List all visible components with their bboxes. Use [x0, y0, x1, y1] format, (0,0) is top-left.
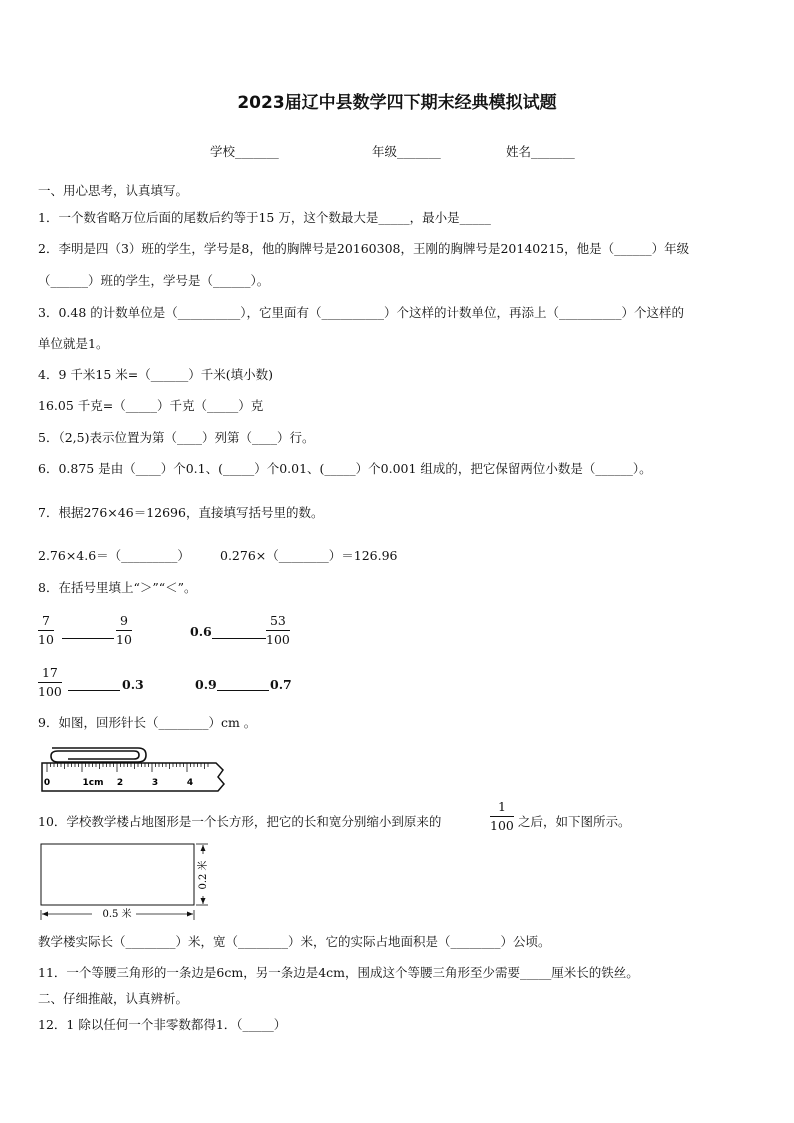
question-2-line-2: （______）班的学生，学号是（______）。 — [38, 273, 270, 288]
fraction-denominator: 10 — [38, 631, 54, 647]
ruler-body — [42, 763, 224, 791]
fraction-7-10 — [38, 615, 54, 646]
fraction-numerator: 1 — [490, 801, 514, 817]
width-label: 0.5 米 — [102, 909, 132, 920]
question-7: 7．根据276×46＝12696，直接填写括号里的数。 — [38, 505, 324, 520]
ruler-label: 4 — [186, 778, 194, 788]
ruler-label: 3 — [151, 778, 159, 788]
question-10-intro: 10．学校教学楼占地图形是一个长方形，把它的长和宽分别缩小到原来的 — [38, 814, 442, 829]
name-field: 姓名_______ — [506, 144, 575, 159]
fraction-numerator: 9 — [116, 615, 132, 631]
ruler-label: 2 — [116, 778, 124, 788]
question-3-line-1: 3．0.48 的计数单位是（__________），它里面有（__________）个这样的计数单位，再添上（__________）个这样的 — [38, 305, 685, 320]
question-7-part-a: 2.76×4.6＝（_________） — [38, 548, 190, 563]
question-11: 11．一个等腰三角形的一条边是6cm，另一条边是4cm，围成这个等腰三角形至少需要_____厘米长的铁丝。 — [38, 965, 639, 980]
section-1-heading: 一、用心思考，认真填写。 — [38, 183, 189, 198]
question-6: 6．0.875 是由（____）个0.1、(_____）个0.01、(_____）个0.001 组成的，把它保留两位小数是（______）。 — [38, 461, 652, 476]
ruler-label: 1cm — [82, 778, 104, 788]
arrow-right-icon — [187, 912, 193, 917]
rectangle-figure — [38, 840, 218, 922]
paper-clip-icon — [51, 748, 146, 762]
compare-blank-4[interactable] — [217, 678, 269, 691]
page-title: 2023届辽中县数学四下期末经典模拟试题 — [237, 93, 557, 113]
grade-field: 年级_______ — [372, 144, 441, 159]
question-8: 8．在括号里填上“＞”“＜”。 — [38, 580, 197, 595]
question-10-intro-end: 之后，如下图所示。 — [518, 814, 631, 829]
compare-blank-1[interactable] — [62, 626, 114, 639]
question-7-part-b: 0.276×（________）＝126.96 — [220, 548, 398, 563]
compare-left-value: 0.6 — [190, 624, 212, 639]
question-3-line-2: 单位就是1。 — [38, 336, 109, 351]
ruler-label: 0 — [43, 778, 51, 788]
fraction-denominator: 100 — [490, 817, 514, 833]
school-field: 学校_______ — [210, 144, 279, 159]
arrow-left-icon — [42, 912, 48, 917]
fraction-numerator: 17 — [38, 667, 62, 683]
compare-blank-2[interactable] — [212, 626, 266, 639]
compare-right-value: 0.7 — [270, 677, 292, 692]
question-4-line-1: 4．9 千米15 米=（______）千米(填小数) — [38, 367, 273, 382]
fraction-17-100 — [38, 667, 62, 698]
compare-blank-3[interactable] — [68, 678, 120, 691]
school-building-rectangle — [41, 844, 194, 905]
question-5: 5．（2,5)表示位置为第（____）列第（____）行。 — [38, 430, 315, 445]
fraction-1-100 — [490, 801, 514, 832]
height-label: 0.2 米 — [198, 860, 209, 890]
question-1: 1．一个数省略万位后面的尾数后约等于15 万，这个数最大是_____，最小是_____ — [38, 210, 491, 225]
fraction-numerator: 7 — [38, 615, 54, 631]
question-4-line-2: 16.05 千克=（_____）千克（_____）克 — [38, 398, 264, 413]
section-2-heading: 二、仔细推敲，认真辨析。 — [38, 991, 189, 1006]
arrow-up-icon — [201, 845, 206, 851]
arrow-down-icon — [201, 898, 206, 904]
question-9: 9．如图，回形针长（________）cm 。 — [38, 715, 257, 730]
fraction-denominator: 10 — [116, 631, 132, 647]
fraction-denominator: 100 — [266, 631, 290, 647]
ruler-figure — [38, 738, 228, 794]
compare-right-value: 0.3 — [122, 677, 144, 692]
fraction-numerator: 53 — [266, 615, 290, 631]
question-12: 12．1 除以任何一个非零数都得1．（_____） — [38, 1017, 287, 1032]
compare-left-value: 0.9 — [195, 677, 217, 692]
fraction-denominator: 100 — [38, 683, 62, 699]
question-2-line-1: 2．李明是四（3）班的学生，学号是8，他的胸牌号是20160308，王刚的胸牌号是20140215，他是（______）年级 — [38, 241, 690, 256]
question-10-answer: 教学楼实际长（________）米，宽（________）米，它的实际占地面积是（________）公顷。 — [38, 934, 551, 949]
fraction-53-100 — [266, 615, 290, 646]
fraction-9-10 — [116, 615, 132, 646]
